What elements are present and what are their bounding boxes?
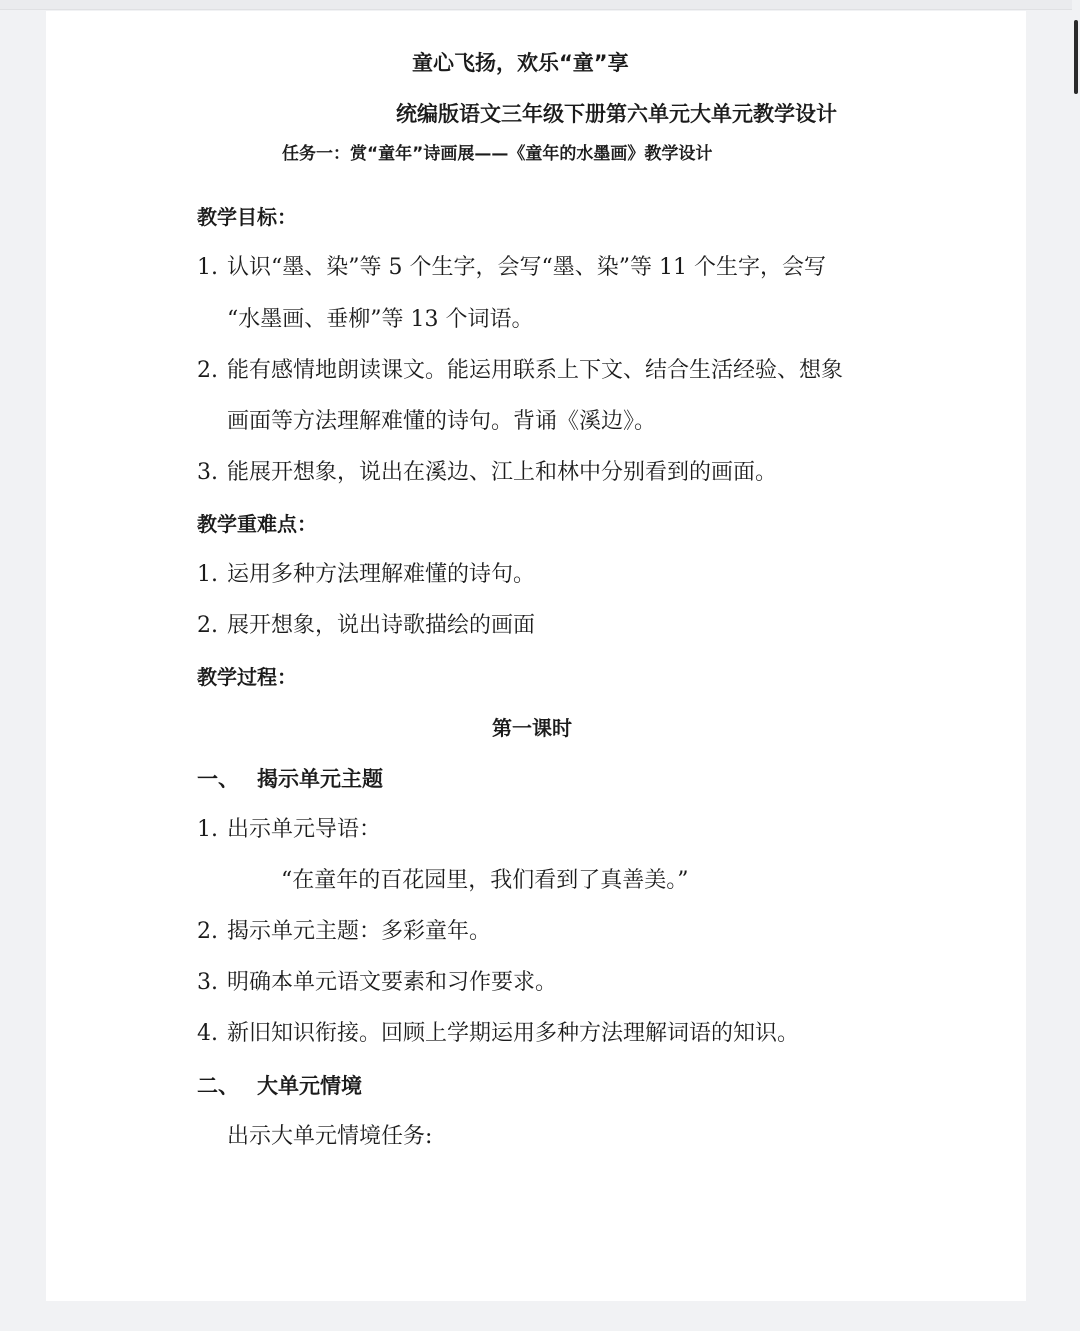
document-subtitle: 统编版语文三年级下册第六单元大单元教学设计 <box>396 102 837 126</box>
keypoint-text: 运用多种方法理解难懂的诗句。 <box>227 562 536 587</box>
section-number: 一、 <box>197 767 239 791</box>
unit-quote: “在童年的百花园里，我们看到了真善美。” <box>281 868 689 893</box>
section-heading <box>197 764 383 794</box>
objective-item <box>197 253 826 283</box>
objective-item <box>197 356 843 386</box>
item-text: 出示单元导语： <box>227 817 382 842</box>
keypoint-item <box>197 560 535 590</box>
keypoint-number: 1. <box>197 562 218 587</box>
document-title: 童心飞扬，欢乐“童”享 <box>412 51 629 75</box>
list-item <box>197 1019 799 1049</box>
document-page <box>46 11 1026 1301</box>
item-number: 1. <box>197 817 218 842</box>
lesson-title: 第一课时 <box>492 716 572 740</box>
objective-text: 能展开想象，说出在溪边、江上和林中分别看到的画面。 <box>227 460 778 485</box>
keypoint-text: 展开想象，说出诗歌描绘的画面 <box>227 613 536 638</box>
task-heading: 任务一：赏“童年”诗画展——《童年的水墨画》教学设计 <box>282 144 713 164</box>
objective-item <box>197 458 777 488</box>
objective-continuation: 画面等方法理解难懂的诗句。背诵《溪边》。 <box>227 409 657 434</box>
item-text: 新旧知识衔接。回顾上学期运用多种方法理解词语的知识。 <box>227 1021 800 1046</box>
section-number: 二、 <box>197 1074 239 1098</box>
item-number: 2. <box>197 919 218 944</box>
objective-text: 能有感情地朗读课文。能运用联系上下文、结合生活经验、想象 <box>227 358 844 383</box>
list-item <box>197 815 381 845</box>
scrollbar-thumb[interactable] <box>1074 20 1078 94</box>
section-title: 大单元情境 <box>257 1074 362 1098</box>
item-number: 3. <box>197 970 218 995</box>
item-number: 4. <box>197 1021 218 1046</box>
objective-continuation: “水墨画、垂柳”等 13 个词语。 <box>227 307 534 332</box>
item-text: 明确本单元语文要素和习作要求。 <box>227 970 558 995</box>
objective-number: 3. <box>197 460 218 485</box>
objective-number: 1. <box>197 255 218 280</box>
objective-text: 认识“墨、染”等 5 个生字，会写“墨、染”等 11 个生字，会写 <box>227 255 826 280</box>
objective-number: 2. <box>197 358 218 383</box>
list-item <box>197 968 557 998</box>
process-heading: 教学过程： <box>197 665 297 689</box>
keypoint-item <box>197 611 535 641</box>
section-body-text: 出示大单元情境任务: <box>227 1124 433 1149</box>
section-title: 揭示单元主题 <box>257 767 383 791</box>
keypoint-number: 2. <box>197 613 218 638</box>
keypoints-heading: 教学重难点： <box>197 512 317 536</box>
objectives-heading: 教学目标： <box>197 205 297 229</box>
item-text: 揭示单元主题：多彩童年。 <box>227 919 492 944</box>
list-item <box>197 917 491 947</box>
section-heading <box>197 1071 362 1101</box>
viewer-top-border <box>0 0 1080 10</box>
vertical-scrollbar[interactable] <box>1072 0 1080 1331</box>
